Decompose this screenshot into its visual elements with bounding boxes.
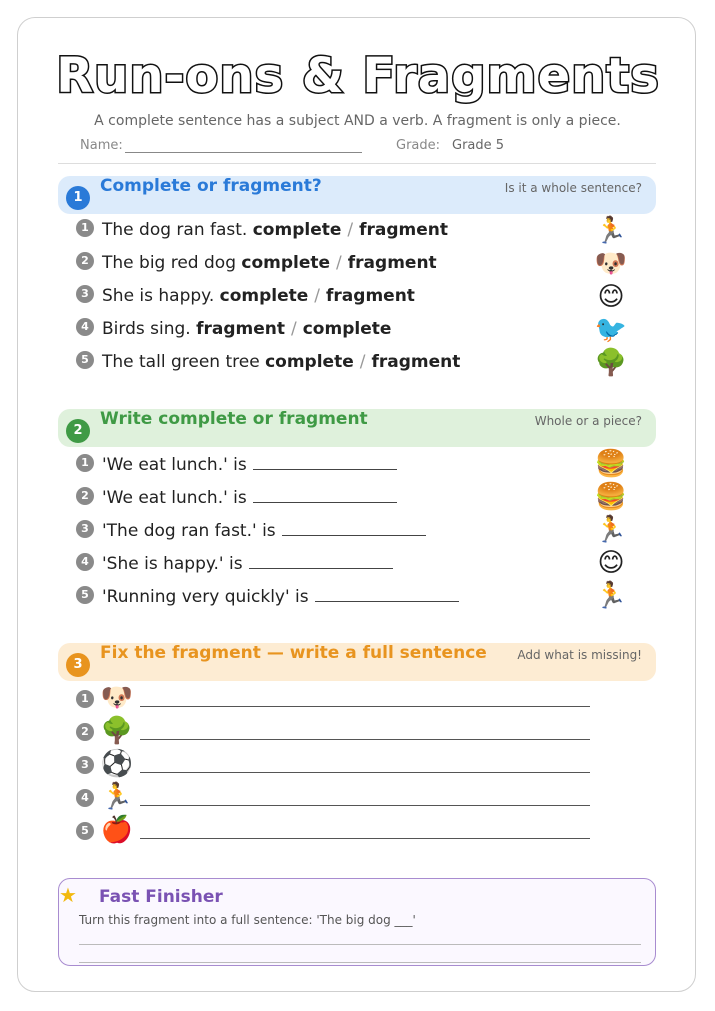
- section-3-header: [58, 643, 656, 681]
- writing-line[interactable]: [140, 772, 590, 773]
- fast-finisher-box: [58, 878, 656, 966]
- answer-blank[interactable]: [253, 453, 397, 470]
- burger-icon: 🍔: [594, 449, 628, 479]
- writing-line[interactable]: [140, 838, 590, 839]
- option-complete[interactable]: complete: [265, 352, 354, 372]
- option-fragment[interactable]: fragment: [347, 253, 437, 273]
- page-subtitle: A complete sentence has a subject AND a verb. A fragment is only a piece.: [94, 113, 621, 129]
- s3-item-4: [76, 782, 134, 815]
- sentence-text: She is happy.: [102, 286, 215, 306]
- sentence-text: The dog ran fast.: [102, 220, 248, 240]
- item-number: 1: [76, 219, 94, 237]
- section-2-header: [58, 409, 656, 447]
- s1-item-5: 5 The tall green tree complete / fragment: [76, 352, 460, 378]
- section-1-header: [58, 176, 656, 214]
- soccer-ball-icon: ⚽: [100, 749, 134, 779]
- option-fragment[interactable]: fragment: [326, 286, 415, 306]
- section-1-hint: Is it a whole sentence?: [504, 181, 642, 195]
- option-fragment[interactable]: fragment: [359, 220, 449, 240]
- s1-item-1: 1 The dog ran fast. complete / fragment: [76, 220, 448, 246]
- option-complete[interactable]: complete: [302, 319, 392, 339]
- item-number: 1: [76, 690, 94, 708]
- option-complete[interactable]: complete: [252, 220, 342, 240]
- item-number: 4: [76, 789, 94, 807]
- s2-item-3: [76, 519, 426, 545]
- s3-item-3: [76, 749, 134, 782]
- fast-finisher-title: Fast Finisher: [99, 887, 223, 907]
- header-divider: [58, 163, 656, 164]
- sentence-text: 'The dog ran fast.' is: [102, 521, 276, 541]
- writing-line[interactable]: [79, 962, 641, 963]
- item-number: 4: [76, 553, 94, 571]
- star-icon: ★: [59, 883, 77, 907]
- page-title: [0, 40, 715, 114]
- runner-icon: 🏃: [594, 581, 628, 611]
- item-number: 4: [76, 318, 94, 336]
- tree-icon: 🌳: [100, 716, 134, 746]
- page-title-text: Run-ons & Fragments: [55, 48, 660, 104]
- runner-icon: 🏃: [594, 216, 628, 246]
- item-number: 3: [76, 520, 94, 538]
- dog-icon: 🐶: [594, 249, 628, 279]
- grade-row: [396, 138, 504, 153]
- option-fragment[interactable]: fragment: [196, 319, 285, 339]
- section-3-number: 3: [66, 653, 90, 677]
- item-number: 5: [76, 822, 94, 840]
- sentence-text: 'We eat lunch.' is: [102, 488, 247, 508]
- writing-line[interactable]: [140, 706, 590, 707]
- answer-blank[interactable]: [253, 486, 397, 503]
- item-number: 2: [76, 252, 94, 270]
- burger-icon: 🍔: [594, 482, 628, 512]
- option-complete[interactable]: complete: [241, 253, 331, 273]
- answer-blank[interactable]: [315, 585, 459, 602]
- item-number: 3: [76, 756, 94, 774]
- tree-icon: 🌳: [594, 348, 628, 378]
- section-3-title: Fix the fragment — write a full sentence: [100, 643, 487, 663]
- apple-icon: 🍎: [100, 815, 134, 845]
- section-2-number: 2: [66, 419, 90, 443]
- sentence-text: The tall green tree: [102, 352, 260, 372]
- sentence-text: 'We eat lunch.' is: [102, 455, 247, 475]
- smiley-icon: 😊: [597, 282, 625, 312]
- smiley-icon: 😊: [597, 548, 625, 578]
- sentence-text: 'Running very quickly' is: [102, 587, 309, 607]
- grade-value: Grade 5: [452, 138, 505, 153]
- section-2-hint: Whole or a piece?: [534, 414, 642, 428]
- section-3-hint: Add what is missing!: [517, 648, 642, 662]
- item-number: 2: [76, 487, 94, 505]
- runner-icon: 🏃: [594, 515, 628, 545]
- sentence-text: 'She is happy.' is: [102, 554, 243, 574]
- dog-icon: 🐶: [100, 683, 134, 713]
- item-number: 2: [76, 723, 94, 741]
- item-number: 5: [76, 351, 94, 369]
- answer-blank[interactable]: [282, 519, 426, 536]
- s1-item-4: 4 Birds sing. fragment / complete: [76, 319, 391, 345]
- s1-item-3: 3 She is happy. complete / fragment: [76, 286, 415, 312]
- item-number: 1: [76, 454, 94, 472]
- s3-item-1: [76, 683, 134, 716]
- s3-item-2: [76, 716, 134, 749]
- writing-line[interactable]: [140, 805, 590, 806]
- option-complete[interactable]: complete: [219, 286, 309, 306]
- sentence-text: The big red dog: [102, 253, 236, 273]
- answer-blank[interactable]: [249, 552, 393, 569]
- section-1-number: 1: [66, 186, 90, 210]
- s1-item-2: 2 The big red dog complete / fragment: [76, 253, 437, 279]
- sentence-text: Birds sing.: [102, 319, 191, 339]
- s2-item-2: [76, 486, 397, 512]
- runner-icon: 🏃: [100, 782, 134, 812]
- grade-label: Grade:: [396, 138, 441, 153]
- fast-finisher-prompt: Turn this fragment into a full sentence: 'The big dog ___': [79, 913, 416, 927]
- s2-item-5: [76, 585, 459, 611]
- writing-line[interactable]: [79, 944, 641, 945]
- s2-item-1: [76, 453, 397, 479]
- writing-line[interactable]: [140, 739, 590, 740]
- name-label: Name:: [80, 138, 123, 153]
- section-2-title: Write complete or fragment: [100, 409, 368, 429]
- section-1-title: Complete or fragment?: [100, 176, 322, 196]
- s3-item-5: [76, 815, 134, 848]
- item-number: 5: [76, 586, 94, 604]
- name-row: [80, 138, 362, 153]
- bird-icon: 🐦: [594, 315, 628, 345]
- s2-item-4: [76, 552, 393, 578]
- item-number: 3: [76, 285, 94, 303]
- option-fragment[interactable]: fragment: [371, 352, 461, 372]
- name-field[interactable]: [125, 138, 362, 153]
